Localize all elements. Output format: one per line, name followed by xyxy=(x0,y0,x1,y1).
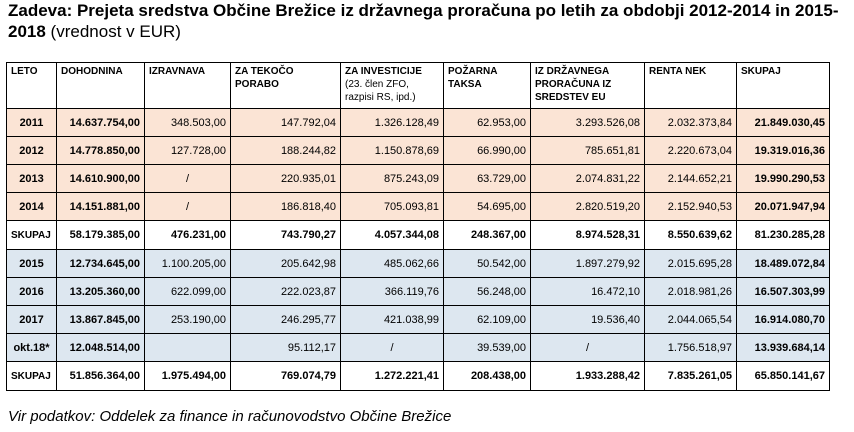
table-cell: 220.935,01 xyxy=(231,165,341,193)
table-cell: 19.319.016,36 xyxy=(737,137,830,165)
table-cell: 63.729,00 xyxy=(444,165,531,193)
table-cell: 1.897.279,92 xyxy=(531,250,645,278)
total-row xyxy=(7,362,830,391)
title-unit: (vrednost v EUR) xyxy=(45,22,181,41)
table-row xyxy=(7,109,830,137)
table-body xyxy=(7,109,830,391)
row-label-cell: okt.18* xyxy=(7,334,57,362)
table-cell: 95.112,17 xyxy=(231,334,341,362)
document-title xyxy=(8,0,854,42)
row-label-cell: 2014 xyxy=(7,193,57,221)
table-cell: 485.062,66 xyxy=(341,250,444,278)
table-cell: 1.933.288,42 xyxy=(531,362,645,391)
table-cell: 51.856.364,00 xyxy=(57,362,145,391)
table-cell: 2.152.940,53 xyxy=(645,193,737,221)
table-cell: 222.023,87 xyxy=(231,278,341,306)
table-cell: 19.536,40 xyxy=(531,306,645,334)
table-cell: 205.642,98 xyxy=(231,250,341,278)
table-cell: 246.295,77 xyxy=(231,306,341,334)
table-row xyxy=(7,306,830,334)
table-cell: 12.048.514,00 xyxy=(57,334,145,362)
table-cell: 2.820.519,20 xyxy=(531,193,645,221)
column-header-label: DOHODNINA xyxy=(61,66,123,77)
table-cell: 14.151.881,00 xyxy=(57,193,145,221)
column-header xyxy=(645,63,737,109)
table-cell: 12.734.645,00 xyxy=(57,250,145,278)
row-label-cell: 2011 xyxy=(7,109,57,137)
funds-table xyxy=(6,62,830,391)
column-header xyxy=(7,63,57,109)
table-cell: / xyxy=(341,334,444,362)
table-cell: 188.244,82 xyxy=(231,137,341,165)
table-cell: 1.756.518,97 xyxy=(645,334,737,362)
table-cell: 18.489.072,84 xyxy=(737,250,830,278)
table-cell: 81.230.285,28 xyxy=(737,221,830,250)
table-cell: 622.099,00 xyxy=(145,278,231,306)
table-cell: 705.093,81 xyxy=(341,193,444,221)
table-cell: 21.849.030,45 xyxy=(737,109,830,137)
table-cell: 2.032.373,84 xyxy=(645,109,737,137)
row-label-cell: 2012 xyxy=(7,137,57,165)
table-cell: 2.018.981,26 xyxy=(645,278,737,306)
table-cell: 186.818,40 xyxy=(231,193,341,221)
table-cell: 58.179.385,00 xyxy=(57,221,145,250)
table-cell: 13.867.845,00 xyxy=(57,306,145,334)
source-note: Vir podatkov: Oddelek za finance in računovodstvo Občine Brežice xyxy=(8,408,452,425)
table-cell: 476.231,00 xyxy=(145,221,231,250)
table-cell: 421.038,99 xyxy=(341,306,444,334)
table-cell: 348.503,00 xyxy=(145,109,231,137)
column-header-label: RENTA NEK xyxy=(649,66,707,77)
row-label-cell: SKUPAJ xyxy=(7,221,57,250)
table-row xyxy=(7,165,830,193)
column-header xyxy=(444,63,531,109)
table-cell: 13.205.360,00 xyxy=(57,278,145,306)
table-cell: 8.974.528,31 xyxy=(531,221,645,250)
table-cell: / xyxy=(145,193,231,221)
column-header xyxy=(341,63,444,109)
table-cell: 20.071.947,94 xyxy=(737,193,830,221)
column-header xyxy=(531,63,645,109)
table-cell: 13.939.684,14 xyxy=(737,334,830,362)
table-cell: 1.272.221,41 xyxy=(341,362,444,391)
table-cell: / xyxy=(531,334,645,362)
table-row xyxy=(7,334,830,362)
table-cell: 1.326.128,49 xyxy=(341,109,444,137)
row-label-cell: 2016 xyxy=(7,278,57,306)
column-header-label: ZA TEKOČO PORABO xyxy=(235,66,294,90)
table-cell: 1.150.878,69 xyxy=(341,137,444,165)
table-cell: 16.914.080,70 xyxy=(737,306,830,334)
column-header-label: POŽARNA TAKSA xyxy=(448,66,498,90)
table-cell: 39.539,00 xyxy=(444,334,531,362)
column-header-note: (23. člen ZFO, razpisi RS, ipd.) xyxy=(345,79,416,103)
table-cell: 8.550.639,62 xyxy=(645,221,737,250)
table-cell: 208.438,00 xyxy=(444,362,531,391)
table-cell: 875.243,09 xyxy=(341,165,444,193)
table-cell: / xyxy=(145,165,231,193)
column-header-label: IZ DRŽAVNEGA PRORAČUNA IZ SREDSTEV EU xyxy=(535,66,612,103)
column-header xyxy=(231,63,341,109)
table-row xyxy=(7,193,830,221)
column-header xyxy=(145,63,231,109)
table-cell: 19.990.290,53 xyxy=(737,165,830,193)
table-cell: 1.100.205,00 xyxy=(145,250,231,278)
column-header xyxy=(57,63,145,109)
table-cell: 366.119,76 xyxy=(341,278,444,306)
table-cell xyxy=(145,334,231,362)
table-row xyxy=(7,137,830,165)
table-cell: 2.015.695,28 xyxy=(645,250,737,278)
table-cell: 743.790,27 xyxy=(231,221,341,250)
column-header-label: SKUPAJ xyxy=(741,66,781,77)
column-header-label: ZA INVESTICIJE xyxy=(345,66,422,77)
table-cell: 253.190,00 xyxy=(145,306,231,334)
column-header xyxy=(737,63,830,109)
column-header-label: IZRAVNAVA xyxy=(149,66,206,77)
title-main: Zadeva: Prejeta sredstva Občine Brežice iz državnega proračuna po letih za obdobji 2012-2014 in 2015-2018 xyxy=(8,1,839,41)
table-cell: 2.074.831,22 xyxy=(531,165,645,193)
table-cell: 50.542,00 xyxy=(444,250,531,278)
row-label-cell: SKUPAJ xyxy=(7,362,57,391)
row-label-cell: 2013 xyxy=(7,165,57,193)
row-label-cell: 2015 xyxy=(7,250,57,278)
row-label-cell: 2017 xyxy=(7,306,57,334)
table-cell: 2.044.065,54 xyxy=(645,306,737,334)
table-cell: 7.835.261,05 xyxy=(645,362,737,391)
table-cell: 14.610.900,00 xyxy=(57,165,145,193)
column-header-label: LETO xyxy=(11,66,38,77)
table-cell: 248.367,00 xyxy=(444,221,531,250)
table-cell: 147.792,04 xyxy=(231,109,341,137)
table-cell: 14.778.850,00 xyxy=(57,137,145,165)
table-cell: 1.975.494,00 xyxy=(145,362,231,391)
table-cell: 56.248,00 xyxy=(444,278,531,306)
table-row xyxy=(7,278,830,306)
table-cell: 4.057.344,08 xyxy=(341,221,444,250)
table-cell: 2.144.652,21 xyxy=(645,165,737,193)
table-cell: 769.074,79 xyxy=(231,362,341,391)
table-cell: 3.293.526,08 xyxy=(531,109,645,137)
table-row xyxy=(7,250,830,278)
table-cell: 62.109,00 xyxy=(444,306,531,334)
table-cell: 54.695,00 xyxy=(444,193,531,221)
table-cell: 785.651,81 xyxy=(531,137,645,165)
table-cell: 16.472,10 xyxy=(531,278,645,306)
table-cell: 127.728,00 xyxy=(145,137,231,165)
table-cell: 16.507.303,99 xyxy=(737,278,830,306)
table-cell: 14.637.754,00 xyxy=(57,109,145,137)
table-cell: 2.220.673,04 xyxy=(645,137,737,165)
total-row xyxy=(7,221,830,250)
table-cell: 66.990,00 xyxy=(444,137,531,165)
table-cell: 62.953,00 xyxy=(444,109,531,137)
table-header-row xyxy=(7,63,830,109)
table-cell: 65.850.141,67 xyxy=(737,362,830,391)
